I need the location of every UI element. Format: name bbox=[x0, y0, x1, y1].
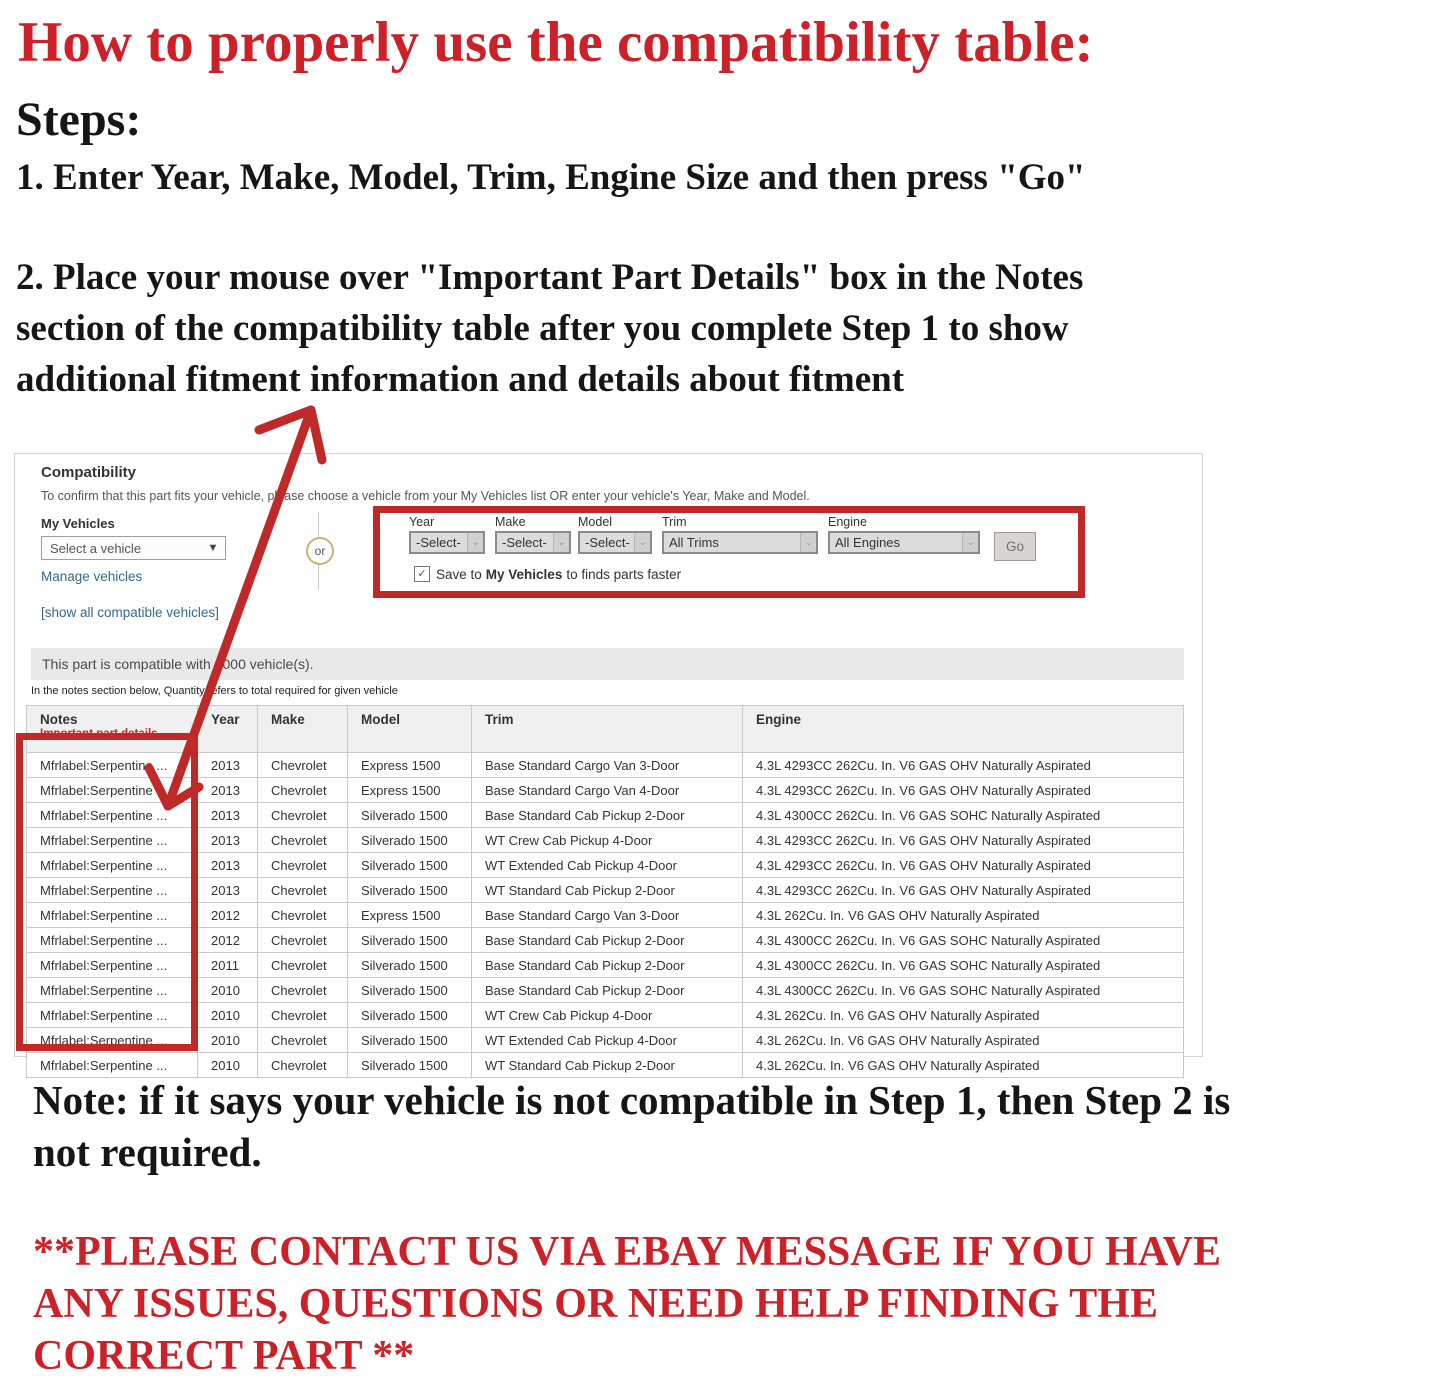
table-row bbox=[27, 753, 1184, 778]
notes-cell[interactable]: Mfrlabel:Serpentine ... bbox=[27, 928, 198, 953]
make-select[interactable] bbox=[495, 531, 571, 554]
table-cell: 4.3L 4293CC 262Cu. In. V6 GAS OHV Naturally Aspirated bbox=[743, 753, 1184, 778]
notes-cell[interactable]: Mfrlabel:Serpentine ... bbox=[27, 953, 198, 978]
notes-hint: In the notes section below, Quantity refers to total required for given vehicle bbox=[31, 685, 398, 697]
table-cell: 2012 bbox=[198, 903, 258, 928]
table-cell: 2010 bbox=[198, 1003, 258, 1028]
table-cell: Silverado 1500 bbox=[348, 803, 472, 828]
notes-cell[interactable]: Mfrlabel:Serpentine ... bbox=[27, 878, 198, 903]
compatibility-table bbox=[26, 705, 1184, 1078]
engine-select[interactable] bbox=[828, 531, 980, 554]
table-cell: Silverado 1500 bbox=[348, 1053, 472, 1078]
compatibility-banner bbox=[31, 648, 1184, 680]
table-cell: Chevrolet bbox=[258, 878, 348, 903]
chevron-down-icon: ⌄ bbox=[800, 533, 816, 552]
notes-cell[interactable]: Mfrlabel:Serpentine ... bbox=[27, 903, 198, 928]
table-cell: 2013 bbox=[198, 803, 258, 828]
table-row bbox=[27, 1003, 1184, 1028]
notes-cell[interactable]: Mfrlabel:Serpentine ... bbox=[27, 1053, 198, 1078]
step-1-text: 1. Enter Year, Make, Model, Trim, Engine Size and then press "Go" bbox=[16, 157, 1086, 198]
my-vehicles-label: My Vehicles bbox=[41, 516, 115, 531]
step-2-line: section of the compatibility table after you complete Step 1 to show bbox=[16, 308, 1069, 349]
trim-label: Trim bbox=[662, 515, 687, 529]
field-trim bbox=[662, 515, 818, 554]
chevron-down-icon: ⌄ bbox=[553, 533, 569, 552]
table-cell: 4.3L 262Cu. In. V6 GAS OHV Naturally Aspirated bbox=[743, 903, 1184, 928]
table-cell: 2011 bbox=[198, 953, 258, 978]
table-cell: WT Crew Cab Pickup 4-Door bbox=[472, 1003, 743, 1028]
table-row bbox=[27, 853, 1184, 878]
table-cell: 4.3L 262Cu. In. V6 GAS OHV Naturally Aspirated bbox=[743, 1003, 1184, 1028]
steps-heading: Steps: bbox=[16, 93, 142, 146]
year-select[interactable] bbox=[409, 531, 485, 554]
table-cell: 2012 bbox=[198, 928, 258, 953]
chevron-down-icon: ⌄ bbox=[962, 533, 978, 552]
table-cell: Base Standard Cab Pickup 2-Door bbox=[472, 928, 743, 953]
table-cell: 2010 bbox=[198, 1028, 258, 1053]
table-cell: Chevrolet bbox=[258, 828, 348, 853]
table-cell: WT Extended Cab Pickup 4-Door bbox=[472, 853, 743, 878]
important-part-details-label: Important part details bbox=[40, 728, 158, 740]
model-select-value: -Select- bbox=[585, 535, 630, 550]
table-cell: Chevrolet bbox=[258, 778, 348, 803]
table-cell: Chevrolet bbox=[258, 903, 348, 928]
step-2-line: 2. Place your mouse over "Important Part Details" box in the Notes bbox=[16, 257, 1084, 298]
col-header-engine: Engine bbox=[743, 706, 1184, 753]
table-cell: 4.3L 4293CC 262Cu. In. V6 GAS OHV Naturally Aspirated bbox=[743, 853, 1184, 878]
contact-line: CORRECT PART ** bbox=[33, 1333, 415, 1379]
table-cell: 2013 bbox=[198, 778, 258, 803]
col-header-year: Year bbox=[198, 706, 258, 753]
go-button[interactable]: Go bbox=[994, 532, 1036, 561]
table-cell: 4.3L 4293CC 262Cu. In. V6 GAS OHV Naturally Aspirated bbox=[743, 878, 1184, 903]
vehicle-select-value: Select a vehicle bbox=[50, 540, 142, 556]
col-header-trim: Trim bbox=[472, 706, 743, 753]
page-title: How to properly use the compatibility table: bbox=[18, 11, 1094, 74]
table-cell: Chevrolet bbox=[258, 1028, 348, 1053]
table-cell: 2013 bbox=[198, 853, 258, 878]
make-label: Make bbox=[495, 515, 526, 529]
table-cell: Silverado 1500 bbox=[348, 953, 472, 978]
table-cell: Express 1500 bbox=[348, 778, 472, 803]
table-cell: Silverado 1500 bbox=[348, 853, 472, 878]
year-label: Year bbox=[409, 515, 435, 529]
col-header-model: Model bbox=[348, 706, 472, 753]
table-cell: Silverado 1500 bbox=[348, 828, 472, 853]
field-model bbox=[578, 515, 652, 554]
notes-cell[interactable]: Mfrlabel:Serpentine ... bbox=[27, 778, 198, 803]
save-to-my-vehicles-row bbox=[414, 566, 681, 582]
table-row bbox=[27, 1028, 1184, 1053]
notes-cell[interactable]: Mfrlabel:Serpentine ... bbox=[27, 978, 198, 1003]
notes-cell[interactable]: Mfrlabel:Serpentine ... bbox=[27, 1003, 198, 1028]
notes-cell[interactable]: Mfrlabel:Serpentine ... bbox=[27, 828, 198, 853]
table-cell: Chevrolet bbox=[258, 803, 348, 828]
notes-header-label: Notes bbox=[40, 712, 78, 727]
table-cell: 4.3L 4300CC 262Cu. In. V6 GAS SOHC Naturally Aspirated bbox=[743, 978, 1184, 1003]
step-2-text bbox=[16, 252, 1083, 405]
trim-select-value: All Trims bbox=[669, 535, 719, 550]
table-row bbox=[27, 978, 1184, 1003]
save-text-prefix: Save to bbox=[436, 566, 482, 582]
step-2-line: additional fitment information and details about fitment bbox=[16, 359, 905, 400]
note-text bbox=[33, 1074, 1230, 1178]
table-cell: Silverado 1500 bbox=[348, 1003, 472, 1028]
table-cell: Silverado 1500 bbox=[348, 878, 472, 903]
table-cell: WT Extended Cab Pickup 4-Door bbox=[472, 1028, 743, 1053]
table-cell: 2010 bbox=[198, 1053, 258, 1078]
table-cell: 4.3L 262Cu. In. V6 GAS OHV Naturally Aspirated bbox=[743, 1053, 1184, 1078]
table-cell: Silverado 1500 bbox=[348, 1028, 472, 1053]
chevron-down-icon: ▼ bbox=[207, 542, 219, 554]
field-make bbox=[495, 515, 571, 554]
table-row bbox=[27, 803, 1184, 828]
contact-line: ANY ISSUES, QUESTIONS OR NEED HELP FINDING THE bbox=[33, 1281, 1158, 1327]
table-cell: WT Standard Cab Pickup 2-Door bbox=[472, 878, 743, 903]
table-row bbox=[27, 903, 1184, 928]
table-cell: 4.3L 4293CC 262Cu. In. V6 GAS OHV Naturally Aspirated bbox=[743, 778, 1184, 803]
table-cell: 4.3L 4293CC 262Cu. In. V6 GAS OHV Naturally Aspirated bbox=[743, 828, 1184, 853]
table-row bbox=[27, 878, 1184, 903]
table-cell: Base Standard Cargo Van 3-Door bbox=[472, 753, 743, 778]
table-cell: Chevrolet bbox=[258, 853, 348, 878]
table-cell: 4.3L 4300CC 262Cu. In. V6 GAS SOHC Naturally Aspirated bbox=[743, 953, 1184, 978]
table-cell: Chevrolet bbox=[258, 928, 348, 953]
table-cell: Base Standard Cargo Van 4-Door bbox=[472, 778, 743, 803]
table-cell: Express 1500 bbox=[348, 753, 472, 778]
table-cell: Express 1500 bbox=[348, 903, 472, 928]
table-cell: 4.3L 4300CC 262Cu. In. V6 GAS SOHC Naturally Aspirated bbox=[743, 803, 1184, 828]
table-row bbox=[27, 778, 1184, 803]
table-cell: Chevrolet bbox=[258, 1003, 348, 1028]
table-cell: 2010 bbox=[198, 978, 258, 1003]
widget-description: To confirm that this part fits your vehicle, please choose a vehicle from your My Vehicles list OR enter your vehicle's Year, Make and Model. bbox=[41, 489, 810, 503]
table-cell: Base Standard Cab Pickup 2-Door bbox=[472, 978, 743, 1003]
table-cell: Chevrolet bbox=[258, 978, 348, 1003]
notes-cell[interactable]: Mfrlabel:Serpentine ... bbox=[27, 753, 198, 778]
table-cell: Silverado 1500 bbox=[348, 928, 472, 953]
compatibility-banner-text: This part is compatible with 1000 vehicle(s). bbox=[42, 656, 314, 672]
chevron-down-icon: ⌄ bbox=[634, 533, 650, 552]
table-cell: Chevrolet bbox=[258, 753, 348, 778]
table-row bbox=[27, 953, 1184, 978]
table-cell: Base Standard Cab Pickup 2-Door bbox=[472, 953, 743, 978]
engine-label: Engine bbox=[828, 515, 867, 529]
table-cell: WT Standard Cab Pickup 2-Door bbox=[472, 1053, 743, 1078]
save-checkbox[interactable]: ✓ bbox=[414, 566, 430, 582]
table-row bbox=[27, 828, 1184, 853]
table-cell: 2013 bbox=[198, 828, 258, 853]
model-label: Model bbox=[578, 515, 613, 529]
col-header-make: Make bbox=[258, 706, 348, 753]
notes-cell[interactable]: Mfrlabel:Serpentine ... bbox=[27, 1028, 198, 1053]
save-text-suffix: to finds parts faster bbox=[566, 566, 682, 582]
compatibility-widget bbox=[14, 453, 1203, 1073]
contact-line: **PLEASE CONTACT US VIA EBAY MESSAGE IF YOU HAVE bbox=[33, 1229, 1221, 1275]
engine-select-value: All Engines bbox=[835, 535, 901, 550]
field-engine bbox=[828, 515, 980, 554]
trim-select[interactable] bbox=[662, 531, 818, 554]
table-cell: Silverado 1500 bbox=[348, 978, 472, 1003]
contact-text bbox=[33, 1226, 1221, 1382]
table-row bbox=[27, 928, 1184, 953]
note-line: not required. bbox=[33, 1129, 262, 1175]
notes-cell[interactable]: Mfrlabel:Serpentine ... bbox=[27, 853, 198, 878]
table-cell: Chevrolet bbox=[258, 1053, 348, 1078]
widget-title: Compatibility bbox=[41, 464, 137, 481]
note-line: Note: if it says your vehicle is not compatible in Step 1, then Step 2 is bbox=[33, 1077, 1231, 1123]
year-select-value: -Select- bbox=[416, 535, 461, 550]
table-cell: Chevrolet bbox=[258, 953, 348, 978]
or-badge: or bbox=[306, 537, 334, 565]
model-select[interactable] bbox=[578, 531, 652, 554]
or-divider bbox=[306, 512, 332, 590]
chevron-down-icon: ⌄ bbox=[467, 533, 483, 552]
col-header-notes bbox=[27, 706, 198, 753]
manage-vehicles-link[interactable]: Manage vehicles bbox=[41, 569, 143, 584]
table-header-row bbox=[27, 706, 1184, 753]
vehicle-select[interactable] bbox=[41, 536, 226, 560]
field-year bbox=[409, 515, 485, 554]
table-cell: 2013 bbox=[198, 753, 258, 778]
save-text-bold: My Vehicles bbox=[485, 566, 563, 582]
table-cell: Base Standard Cab Pickup 2-Door bbox=[472, 803, 743, 828]
notes-cell[interactable]: Mfrlabel:Serpentine ... bbox=[27, 803, 198, 828]
table-cell: Base Standard Cargo Van 3-Door bbox=[472, 903, 743, 928]
show-all-compatible-vehicles-link[interactable]: [show all compatible vehicles] bbox=[41, 605, 219, 620]
table-cell: 2013 bbox=[198, 878, 258, 903]
table-cell: 4.3L 4300CC 262Cu. In. V6 GAS SOHC Naturally Aspirated bbox=[743, 928, 1184, 953]
table-cell: 4.3L 262Cu. In. V6 GAS OHV Naturally Aspirated bbox=[743, 1028, 1184, 1053]
table-cell: WT Crew Cab Pickup 4-Door bbox=[472, 828, 743, 853]
make-select-value: -Select- bbox=[502, 535, 547, 550]
